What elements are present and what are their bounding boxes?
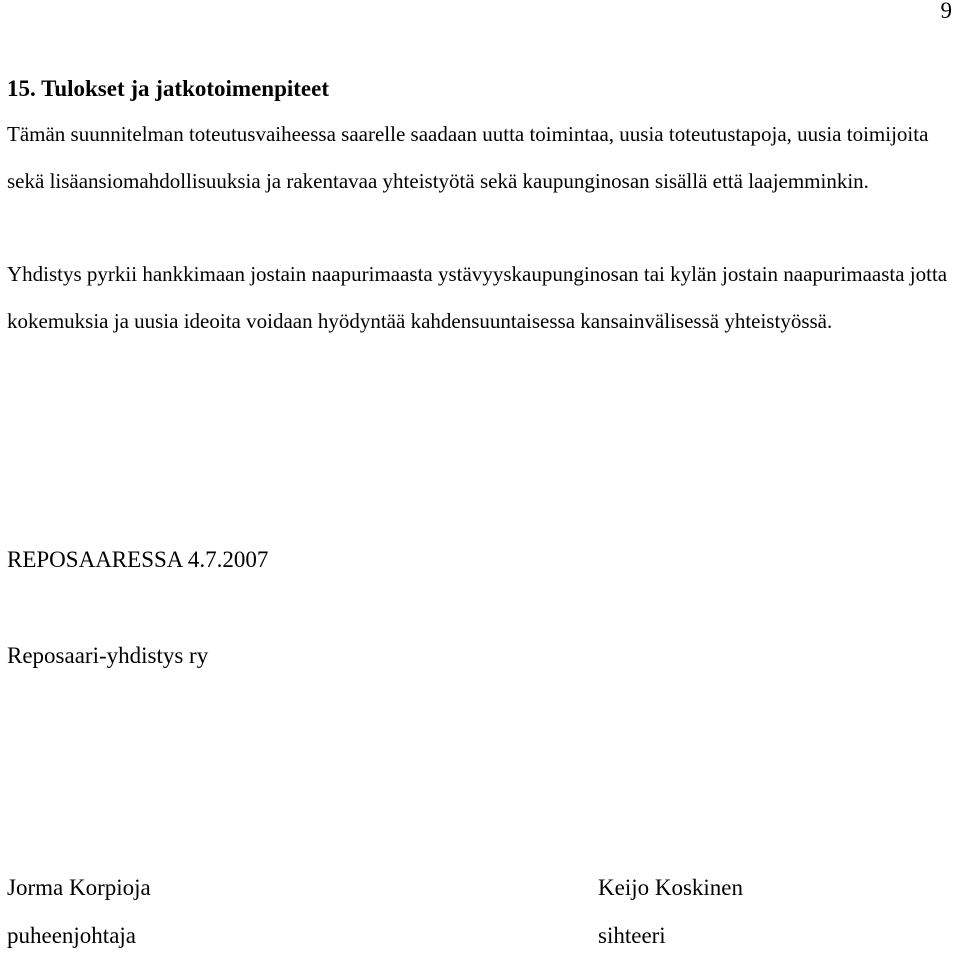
page-number: 9 <box>940 0 952 23</box>
signatory-name: Keijo Koskinen <box>598 875 744 900</box>
signatory-name: Jorma Korpioja <box>7 875 151 900</box>
organization-name: Reposaari-yhdistys ry <box>7 643 209 668</box>
paragraph-results: Tämän suunnitelman toteutusvaiheessa saarelle saadaan uutta toimintaa, uusia toteutustapoja, uusia toimijoita sekä lisäansiomahdollisuuksia ja rakentavaa yhteistyötä sekä kaupunginosan sisällä että laajemminkin. <box>7 122 929 193</box>
section-heading: 15. Tulokset ja jatkotoimenpiteet <box>7 76 329 101</box>
signatory-chairman <box>7 864 151 960</box>
signatory-title: sihteeri <box>598 923 666 948</box>
paragraph-cooperation: Yhdistys pyrkii hankkimaan jostain naapurimaasta ystävyyskaupunginosan tai kylän jostain naapurimaasta jotta kokemuksia ja uusia ideoita voidaan hyödyntää kahdensuuntaisessa kansainvälisessä yhteistyössä. <box>7 262 948 333</box>
signatory-secretary <box>598 864 743 960</box>
signatory-title: puheenjohtaja <box>7 923 137 948</box>
place-and-date: REPOSAARESSA 4.7.2007 <box>7 547 269 572</box>
